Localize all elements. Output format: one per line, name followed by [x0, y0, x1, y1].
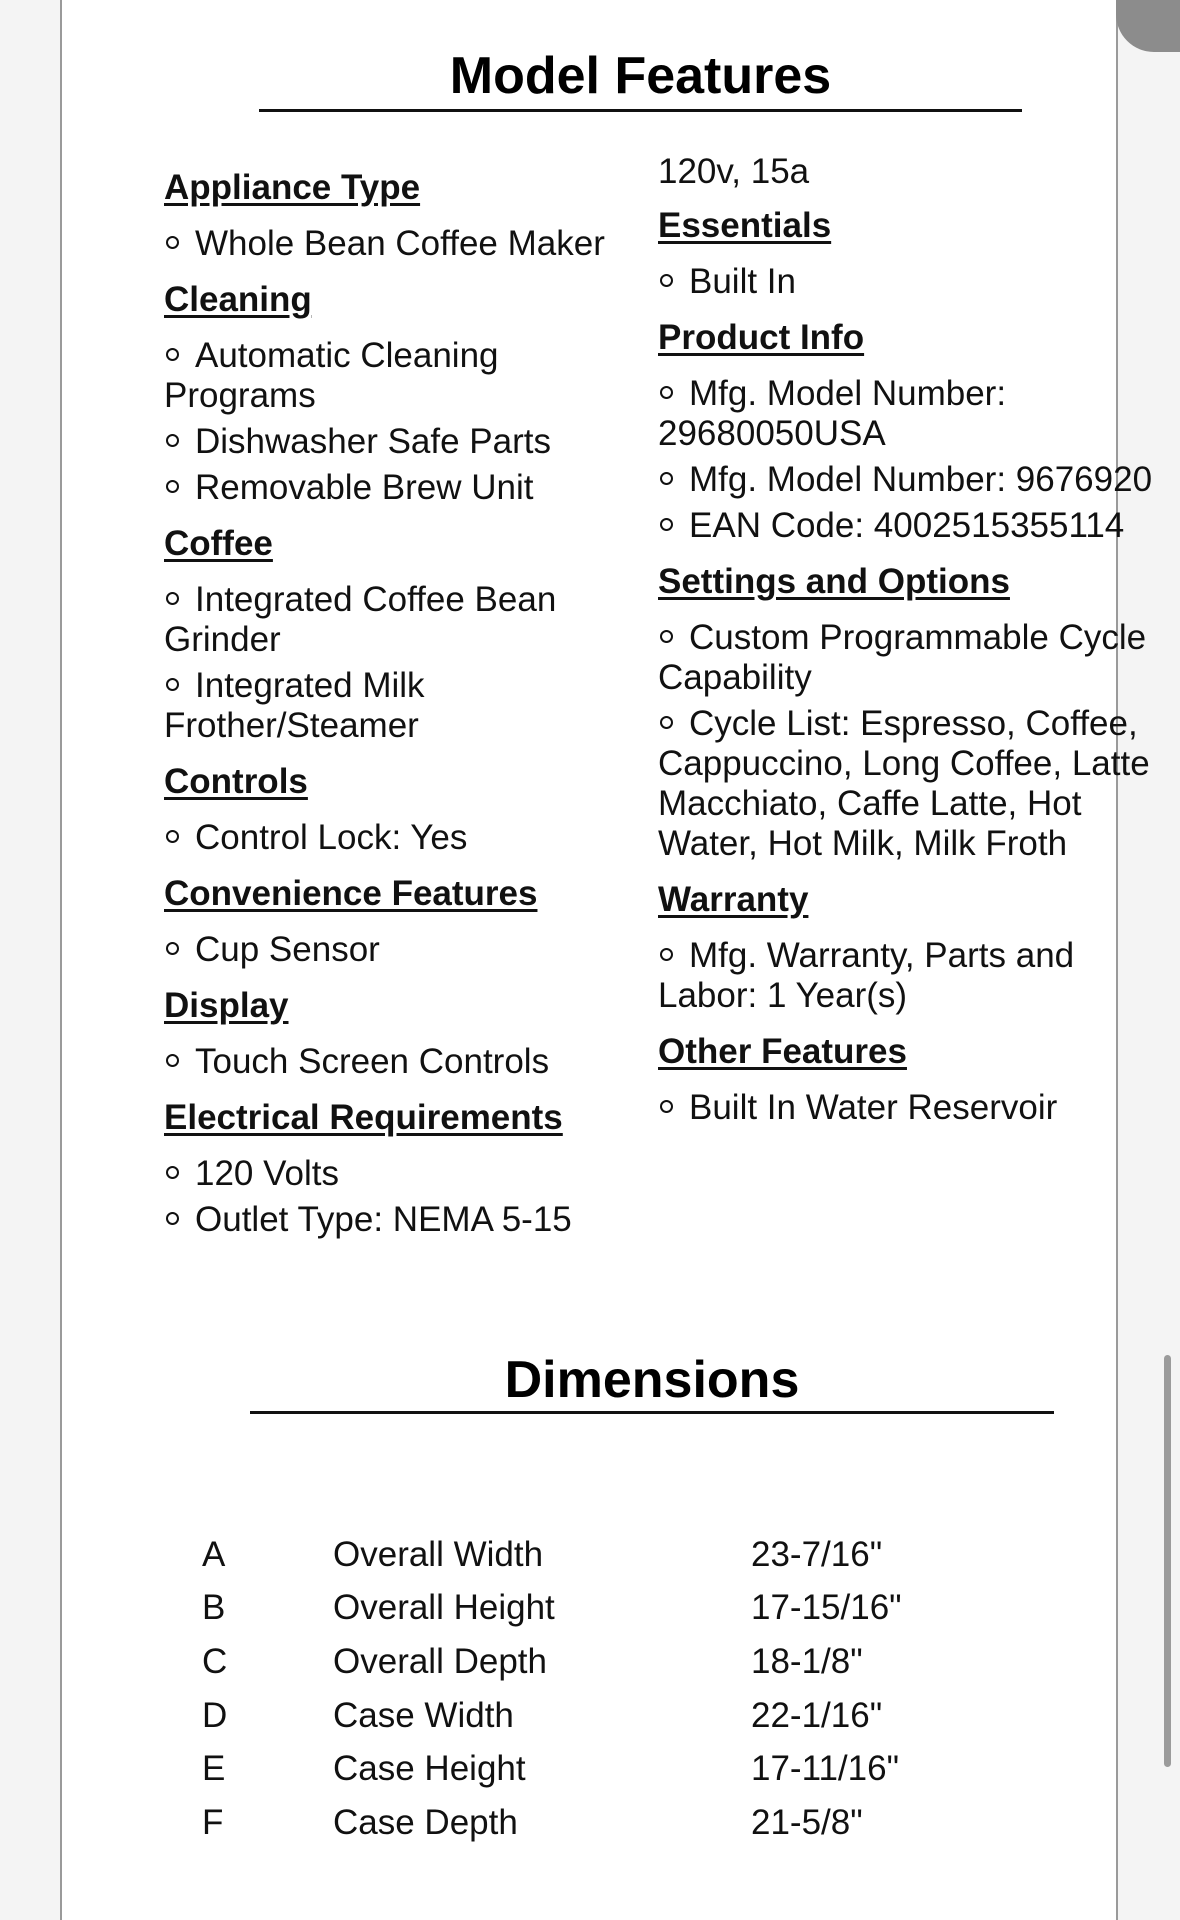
dimension-value: 17-11/16" — [751, 1749, 899, 1789]
feature-item — [164, 666, 634, 746]
feature-item-text: Custom Programmable Cycle Capability — [658, 618, 1147, 697]
dimension-letter: B — [202, 1588, 226, 1628]
bullet-circle-icon — [166, 1166, 179, 1179]
feature-item — [658, 936, 1158, 1016]
feature-item-text: Integrated Coffee Bean Grinder — [164, 580, 557, 659]
feature-heading: Coffee — [164, 524, 273, 563]
feature-group — [658, 206, 1158, 302]
feature-item — [164, 336, 634, 416]
feature-item — [164, 1200, 634, 1240]
bullet-circle-icon — [166, 678, 179, 691]
feature-item — [658, 262, 1158, 302]
feature-group — [164, 524, 634, 746]
feature-item-text: Touch Screen Controls — [195, 1042, 550, 1081]
dimension-letter: C — [202, 1641, 228, 1681]
bullet-circle-icon — [166, 1212, 179, 1225]
bullet-circle-icon — [660, 716, 673, 729]
feature-item-text: Automatic Cleaning Programs — [164, 336, 499, 415]
dimension-name: Overall Width — [333, 1534, 544, 1574]
dimension-letter: D — [202, 1695, 228, 1735]
feature-item — [658, 374, 1158, 454]
feature-item-text: Mfg. Model Number: 29680050USA — [658, 374, 1007, 453]
dimensions-table — [202, 1528, 902, 1850]
feature-heading: Other Features — [658, 1032, 907, 1071]
feature-group — [658, 318, 1158, 546]
feature-item — [164, 422, 634, 462]
window-corner — [1116, 0, 1180, 52]
feature-item-text: Outlet Type: NEMA 5-15 — [195, 1200, 572, 1239]
feature-item-text: Control Lock: Yes — [195, 818, 468, 857]
bullet-circle-icon — [166, 434, 179, 447]
feature-group — [164, 1098, 634, 1240]
dimensions-title: Dimensions — [250, 1348, 1054, 1414]
feature-group — [164, 874, 634, 970]
bullet-circle-icon — [166, 236, 179, 249]
feature-item-text: Mfg. Model Number: 9676920 — [689, 460, 1153, 499]
feature-item — [658, 506, 1158, 546]
feature-item-text: Built In — [689, 262, 796, 301]
table-row — [202, 1689, 902, 1743]
bullet-circle-icon — [660, 274, 673, 287]
bullet-circle-icon — [660, 1100, 673, 1113]
feature-heading: Convenience Features — [164, 874, 538, 913]
feature-item — [164, 1042, 634, 1082]
feature-heading: Controls — [164, 762, 308, 801]
table-row — [202, 1796, 902, 1850]
feature-group — [658, 880, 1158, 1016]
features-left-column — [164, 168, 634, 1256]
feature-item-text: Mfg. Warranty, Parts and Labor: 1 Year(s) — [658, 936, 1075, 1015]
features-right-column — [658, 152, 1158, 1144]
feature-item-text: Removable Brew Unit — [195, 468, 534, 507]
feature-group — [164, 280, 634, 508]
bullet-circle-icon — [166, 830, 179, 843]
feature-item — [658, 460, 1158, 500]
model-features-title: Model Features — [259, 44, 1022, 112]
dimension-value: 21-5/8" — [751, 1802, 863, 1842]
table-row — [202, 1582, 902, 1636]
dimension-value: 17-15/16" — [751, 1588, 902, 1628]
bullet-circle-icon — [660, 518, 673, 531]
dimension-name: Case Width — [333, 1695, 514, 1735]
table-row — [202, 1635, 902, 1689]
feature-item — [658, 1088, 1158, 1128]
bullet-circle-icon — [166, 592, 179, 605]
spec-sheet-page — [60, 0, 1153, 1920]
bullet-circle-icon — [166, 1054, 179, 1067]
feature-item-text: Integrated Milk Frother/Steamer — [164, 666, 425, 745]
feature-heading: Essentials — [658, 206, 832, 245]
dimension-letter: F — [202, 1802, 224, 1842]
dimension-name: Overall Height — [333, 1588, 555, 1628]
bullet-circle-icon — [660, 630, 673, 643]
feature-item — [164, 1154, 634, 1194]
table-row — [202, 1528, 902, 1582]
bullet-circle-icon — [660, 386, 673, 399]
dimension-value: 18-1/8" — [751, 1641, 863, 1681]
feature-item-text: Built In Water Reservoir — [689, 1088, 1058, 1127]
feature-item-text: Dishwasher Safe Parts — [195, 422, 551, 461]
feature-heading: Display — [164, 986, 289, 1025]
feature-heading: Warranty — [658, 880, 809, 919]
feature-item — [164, 468, 634, 508]
bullet-circle-icon — [166, 480, 179, 493]
feature-item-text: EAN Code: 4002515355114 — [689, 506, 1125, 545]
dimension-value: 22-1/16" — [751, 1695, 883, 1735]
bullet-circle-icon — [166, 348, 179, 361]
feature-item — [658, 704, 1158, 864]
feature-item — [164, 580, 634, 660]
feature-group — [164, 762, 634, 858]
bullet-circle-icon — [660, 472, 673, 485]
feature-group — [164, 168, 634, 264]
feature-group — [658, 1032, 1158, 1128]
dimension-name: Case Height — [333, 1749, 526, 1789]
table-row — [202, 1742, 902, 1796]
feature-item-text: Cup Sensor — [195, 930, 380, 969]
feature-heading: Electrical Requirements — [164, 1098, 563, 1137]
feature-heading: Product Info — [658, 318, 865, 357]
dimension-value: 23-7/16" — [751, 1534, 883, 1574]
dimension-name: Case Depth — [333, 1802, 518, 1842]
dimension-name: Overall Depth — [333, 1641, 547, 1681]
feature-item — [164, 818, 634, 858]
feature-item-text: Whole Bean Coffee Maker — [195, 224, 605, 263]
bullet-circle-icon — [660, 948, 673, 961]
feature-item-text: Cycle List: Espresso, Coffee, Cappuccino, Long Coffee, Latte Macchiato, Caffe Latte, Hot Water, Hot Milk, Milk Froth — [658, 704, 1150, 863]
feature-item-text: 120 Volts — [195, 1154, 339, 1193]
feature-heading: Appliance Type — [164, 168, 421, 207]
bullet-circle-icon — [166, 942, 179, 955]
feature-group — [164, 986, 634, 1082]
feature-heading: Cleaning — [164, 280, 312, 319]
feature-group — [658, 562, 1158, 864]
feature-heading: Settings and Options — [658, 562, 1010, 601]
feature-item — [658, 618, 1158, 698]
feature-item — [164, 930, 634, 970]
feature-item — [164, 224, 634, 264]
electrical-continued-text: 120v, 15a — [658, 152, 810, 191]
scrollbar-thumb[interactable] — [1164, 1355, 1171, 1767]
dimension-letter: E — [202, 1749, 226, 1789]
dimension-letter: A — [202, 1534, 226, 1574]
